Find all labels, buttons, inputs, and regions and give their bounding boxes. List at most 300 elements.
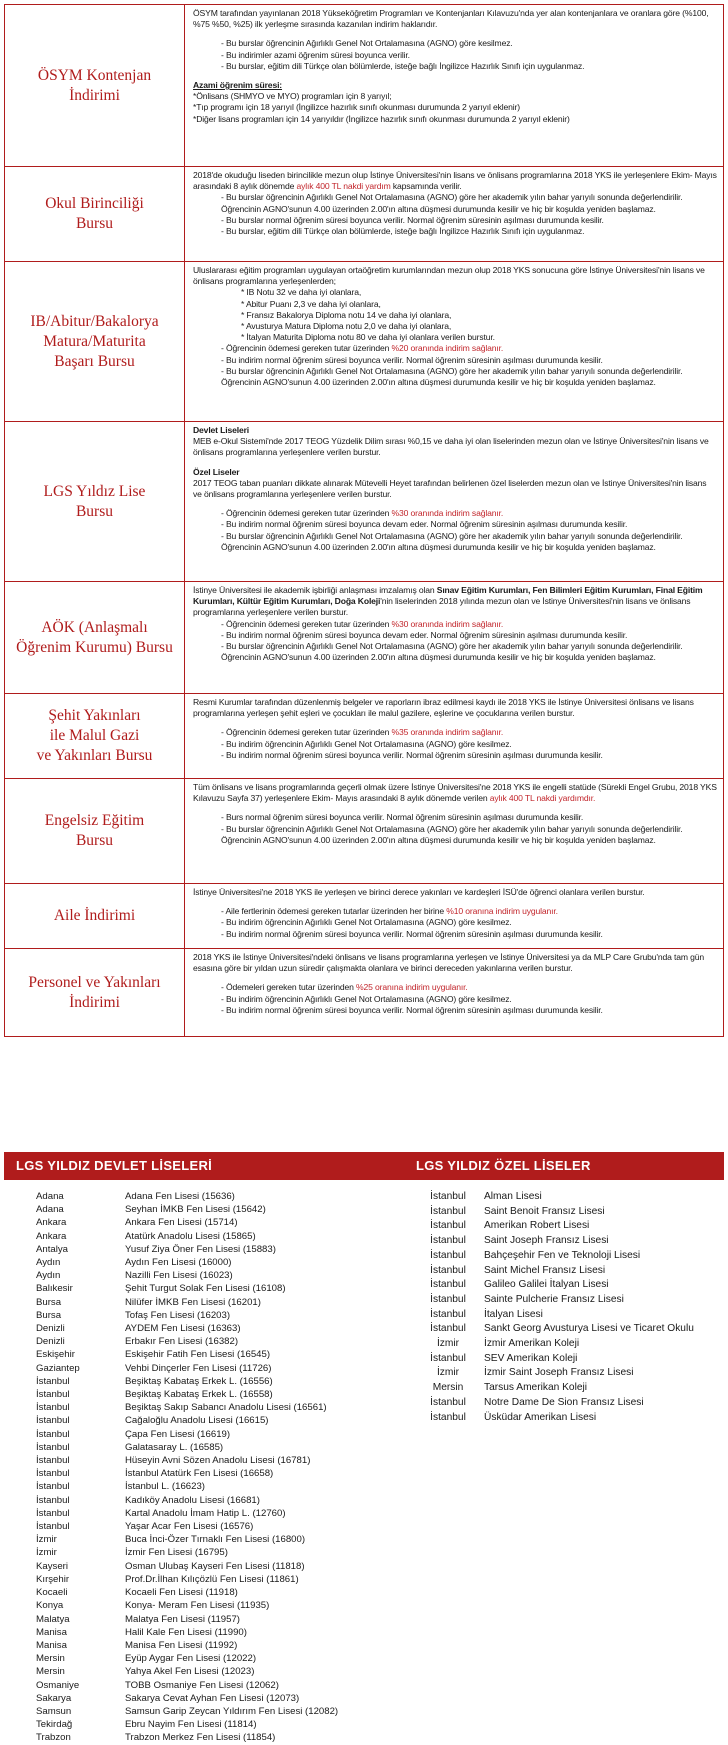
school-name: Alman Lisesi [484,1191,542,1202]
school-city: İstanbul [36,1375,70,1387]
scholarship-title-line: Matura/Maturita [43,332,146,350]
highlight-text: aylık 400 TL nakdi yardımdır. [489,793,596,804]
school-row [36,1190,396,1203]
school-row [412,1293,724,1308]
school-name: Saint Benoit Fransız Lisesi [484,1205,605,1217]
scholarship-title-line: Aile İndirimi [53,907,136,924]
spacer [193,500,717,508]
scholarship-title-line: LGS Yıldız Lise [43,482,146,500]
paragraph [193,727,717,738]
bullet-item: - Bu burslar öğrencinin Ağırlıklı Genel Not Ortalamasına (AGNO) göre kesilmez. [221,38,513,49]
school-name: Nilüfer İMKB Fen Lisesi (16201) [125,1296,261,1308]
school-row [36,1652,396,1665]
school-row [412,1234,724,1249]
highlight-text: %35 oranında indirim sağlanır. [391,727,504,738]
school-row [36,1428,396,1441]
paragraph [193,585,717,619]
highlight-text: aylık 400 TL nakdi yardım [296,181,391,192]
text-span: - Öğrencinin ödemesi gereken tutar üzerinden [221,343,392,354]
school-row [36,1296,396,1309]
scholarship-row [5,949,724,1037]
school-name: Malatya Fen Lisesi (11957) [125,1613,241,1625]
school-name: Kartal Anadolu İmam Hatip L. (12760) [125,1507,286,1519]
spacer [193,719,717,727]
school-city: Denizli [36,1323,65,1335]
text-span: - Öğrencinin ödemesi gereken tutar üzerinden [221,727,392,738]
school-city: İstanbul [430,1411,466,1423]
school-city: Aydın [36,1257,61,1269]
school-row [36,1348,396,1361]
school-row [36,1573,396,1586]
text-span: - Öğrencinin ödemesi gereken tutar üzerinden [221,618,392,629]
school-row [36,1335,396,1348]
school-row [412,1396,724,1411]
school-name: Seyhan İMKB Fen Lisesi (15642) [125,1204,266,1216]
school-name: Adana Fen Lisesi (15636) [125,1191,235,1202]
school-city: İstanbul [430,1249,466,1261]
school-row [412,1366,724,1381]
school-city: Ankara [36,1230,67,1242]
bullet-item: - Bu burslar öğrencinin Ağırlıklı Genel Not Ortalamasına (AGNO) göre her akademik yılın bahar yarıyılı sonunda değerlendirilir. Öğrencinin AGNO'sunun 4.00 üzerinden 2.00'ın altına düşmesi durumunda kesilir ve hiç bir koşulda yeniden başlamaz. [221,365,683,388]
school-city: Bursa [36,1309,62,1321]
school-name: Kocaeli Fen Lisesi (11918) [125,1587,238,1599]
school-row [36,1256,396,1269]
school-name: Yahya Akel Fen Lisesi (12023) [125,1666,255,1678]
school-city: Denizli [36,1336,65,1348]
school-name: İstanbul L. (16623) [125,1481,206,1493]
bullet-item: - Bu burslar, eğitim dili Türkçe olan bölümlerde, isteğe bağlı İngilizce Hazırlık Sınıfı için uygulanmaz. [221,226,585,237]
school-row [36,1216,396,1229]
school-city: İstanbul [36,1521,70,1533]
scholarship-title [5,5,185,167]
scholarship-title-line: Personel ve Yakınları [28,973,161,991]
bullet-item: - Bu burslar öğrencinin Ağırlıklı Genel Not Ortalamasına (AGNO) göre her akademik yılın bahar yarıyılı sonunda değerlendirilir. Öğrencinin AGNO'sunun 4.00 üzerinden 2.00'ın altına düşmesi durumunda kesilir ve hiç bir koşulda yeniden başlamaz. [221,823,683,845]
school-row [412,1352,724,1367]
text-span: - Aile fertlerinin ödemesi gereken tutarlar üzerinden her birine [221,906,447,917]
school-name: Şehit Turgut Solak Fen Lisesi (16108) [125,1283,286,1295]
scholarship-title-line: Okul Birinciliği [45,195,144,212]
school-city: İstanbul [430,1352,466,1364]
school-row [412,1308,724,1323]
paragraph: MEB e-Okul Sistemi'nde 2017 TEOG Yüzdelik Dilim sırası %0,15 ve daha iyi olan liselerinden mezun olan ve İstinye Üniversitesi'nin lisans ve önlisans programlarına yerleşenlere verilen burstur. [193,436,709,458]
scholarship-title [5,422,185,582]
school-city: Eskişehir [36,1349,75,1361]
school-city: Malatya [36,1613,70,1625]
bullet-item: - Bu indirim normal öğrenim süresi boyunca verilir. Normal öğrenim süresinin aşılması durumunda kesilir. [221,928,603,939]
bullet-item: - Bu burslar öğrencinin Ağırlıklı Genel Not Ortalamasına (AGNO) göre her akademik yılın bahar yarıyılı sonunda değerlendirilir. Öğrencinin AGNO'sunun 4.00 üzerinden 2.00'ın altına düşmesi durumunda kesilir ve hiç bir koşulda yeniden başlamaz. [221,530,683,552]
school-city: İstanbul [36,1494,70,1506]
scholarship-row [5,167,724,262]
school-city: Trabzon [36,1732,71,1744]
school-city: Mersin [432,1382,464,1394]
paragraph [193,619,717,630]
school-city: Manisa [36,1639,67,1651]
scholarship-title-line: AÖK (Anlaşmalı [41,618,148,636]
paragraph: 2018 YKS ile İstinye Üniversitesi'ndeki önlisans ve lisans programlarına yerleşen ve İstinye Üniversitesi ya da MLP Care Grubu'nda tam gün esasına göre bir yıldan uzun süredir çalışmakta olanlara ve birinci dereceden yakınlarına verilen burstur. [193,952,705,974]
school-row [412,1278,724,1293]
school-row [36,1467,396,1480]
school-row [412,1219,724,1234]
scholarship-title [5,167,185,262]
school-name: Üsküdar Amerikan Lisesi [484,1411,597,1423]
school-city: İstanbul [36,1415,70,1427]
scholarship-title-line: İndirimi [69,993,120,1011]
school-city: İstanbul [430,1264,466,1276]
school-row [36,1362,396,1375]
paragraph [193,343,717,354]
spacer [193,804,717,812]
text-span: - Ödemeleri gereken tutar üzerinden [221,982,357,993]
spacer [193,974,717,982]
subheading: Azami öğrenim süresi: [193,80,283,91]
school-row [412,1322,724,1337]
school-city: Adana [36,1204,64,1216]
bullet-item: - Bu burslar öğrencinin Ağırlıklı Genel Not Ortalamasına (AGNO) göre her akademik yılın bahar yarıyılı sonunda değerlendirilir. Öğrencinin AGNO'sunun 4.00 üzerinden 2.00'ın altına düşmesi durumunda kesilir ve hiç bir koşulda yeniden başlamaz. [221,641,683,663]
school-city: İzmir [36,1547,57,1559]
scholarship-title-line: Engelsiz Eğitim [44,812,145,829]
school-city: İstanbul [430,1293,466,1305]
school-name: Notre Dame De Sion Fransız Lisesi [484,1396,644,1408]
criteria-item: * Abitur Puanı 2,3 ve daha iyi olanlara, [241,298,381,309]
school-row [36,1705,396,1718]
school-row [36,1586,396,1599]
school-city: İstanbul [36,1441,70,1453]
school-row [36,1718,396,1731]
school-name: İzmir Fen Lisesi (16795) [125,1547,228,1559]
text-span: - Öğrencinin ödemesi gereken tutar üzerinden [221,508,392,519]
scholarship-content [185,167,724,262]
ozel-liseler-header: LGS YILDIZ ÖZEL LİSELER [404,1152,724,1180]
scholarship-title [5,884,185,949]
bullet-item: - Bu indirim normal öğrenim süresi boyunca verilir. Normal öğrenim süresinin aşılması durumunda kesilir. [221,354,603,365]
school-city: İstanbul [36,1468,70,1480]
scholarship-content [185,262,724,422]
bullet-item: - Bu burslar, eğitim dili Türkçe olan bölümlerde, isteğe bağlı İngilizce Hazırlık Sınıfı için uygulanmaz. [221,60,585,71]
paragraph: *Önlisans (SHMYO ve MYO) programları için 8 yarıyıl; [193,91,392,102]
school-row [36,1520,396,1533]
paragraph: İstinye Üniversitesi'ne 2018 YKS ile yerleşen ve birinci derece yakınları ve kardeşleri İSÜ'de öğrenci olanlara verilen burstur. [193,887,645,897]
text-span: Sınav Eğitim Kurumları, Fen Bilimleri Eğitim Kurumları, Final Eğitim Kurumları, Kültür Eğitim Kurumları, Doğa Koleji [193,585,703,607]
scholarship-title-line: ve Yakınları Bursu [36,747,153,764]
scholarship-row [5,5,724,167]
bullet-item: - Bu indirimler azami öğrenim süresi boyunca verilir. [221,49,410,60]
school-city: İstanbul [36,1455,70,1467]
text-span: kapsamında verilir. [390,181,462,192]
school-name: İzmir Saint Joseph Fransız Lisesi [484,1367,634,1379]
paragraph [193,906,717,917]
paragraph [193,508,717,519]
school-city: Osmaniye [36,1679,80,1691]
school-name: Çapa Fen Lisesi (16619) [125,1428,231,1440]
school-name: Cağaloğlu Anadolu Lisesi (16615) [125,1415,269,1427]
bullet-item: - Bu indirim normal öğrenim süresi boyunca verilir. Normal öğrenim süresinin aşılması durumunda kesilir. [221,749,603,760]
school-row [36,1454,396,1467]
school-name: Eskişehir Fatih Fen Lisesi (16545) [125,1349,271,1361]
scholarship-row [5,582,724,694]
scholarship-title-line: IB/Abitur/Bakalorya [30,312,159,330]
school-name: Kadıköy Anadolu Lisesi (16681) [125,1494,260,1506]
school-name: Tofaş Fen Lisesi (16203) [125,1309,231,1321]
school-city: İstanbul [36,1402,70,1414]
school-row [36,1507,396,1520]
school-city: İzmir [436,1367,460,1379]
school-city: Kırşehir [36,1573,70,1585]
spacer [193,459,717,467]
school-name: Buca İnci-Özer Tırnaklı Fen Lisesi (16800) [125,1534,306,1546]
school-row [36,1388,396,1401]
school-row [412,1249,724,1264]
spacer [193,72,717,80]
school-row [36,1282,396,1295]
school-row [36,1441,396,1454]
scholarship-title-line: Bursu [75,502,114,520]
school-row [412,1337,724,1352]
school-name: Vehbi Dinçerler Fen Lisesi (11726) [125,1362,272,1374]
school-row [36,1414,396,1427]
paragraph [193,782,717,804]
school-name: Halil Kale Fen Lisesi (11990) [125,1626,247,1638]
bullet-item: - Bu burslar normal öğrenim süresi boyunca verilir. Normal öğrenim süresinin aşılması durumunda kesilir. [221,214,604,225]
school-name: Atatürk Anadolu Lisesi (15865) [125,1230,256,1242]
school-name: Trabzon Merkez Fen Lisesi (11854) [125,1732,276,1744]
bullet-item: - Bu indirim normal öğrenim süresi boyunca devam eder. Normal öğrenim süresinin aşılması durumunda kesilir. [221,519,628,530]
text-span: 2018'de okuduğu liseden birincilikle mezun olup İstinye Üniversitesi'nin lisans ve önlisans programlarına 2018 YKS ile yerleşenlere Ekim- Mayıs arasındaki 8 aylık dönemde [193,170,717,192]
paragraph [193,982,717,993]
school-row [36,1731,396,1744]
school-city: İzmir [36,1534,57,1546]
school-name: İzmir Amerikan Koleji [484,1338,580,1350]
subheading: Özel Liseler [193,466,240,477]
highlight-text: %30 oranında indirim sağlanır. [391,618,504,629]
text-span: 'nin liselerinden 2018 yılında mezun olan ve İstinye Üniversitesi'nin lisans ve önlisans programlarına yerleşenlere verilen burstur. [193,596,691,618]
school-city: İstanbul [430,1235,466,1247]
school-name: Aydın Fen Lisesi (16000) [125,1257,232,1269]
school-city: Balıkesir [36,1283,73,1295]
school-row [36,1322,396,1335]
school-row [36,1665,396,1678]
scholarship-content [185,582,724,694]
scholarship-title [5,779,185,884]
school-city: Antalya [36,1243,68,1255]
school-name: Erbakır Fen Lisesi (16382) [125,1336,239,1348]
school-city: Mersin [36,1666,65,1678]
school-row [412,1381,724,1396]
school-row [36,1480,396,1493]
text-span: İstinye Üniversitesi ile akademik işbirliği anlaşması imzalamış olan [193,585,437,595]
school-row [412,1264,724,1279]
highlight-text: %30 oranında indirim sağlanır. [391,508,504,519]
school-row [36,1309,396,1322]
school-name: İstanbul Atatürk Fen Lisesi (16658) [125,1468,274,1480]
school-row [36,1546,396,1559]
school-name: Tarsus Amerikan Koleji [484,1382,588,1394]
school-city: İzmir [436,1338,460,1350]
school-city: İstanbul [430,1205,466,1217]
school-city: İstanbul [36,1428,70,1440]
school-city: Mersin [36,1653,65,1665]
criteria-item: * Fransız Bakalorya Diploma notu 14 ve daha iyi olanlara, [241,309,452,320]
school-city: İstanbul [36,1507,70,1519]
scholarship-title-line: Bursu [75,832,114,849]
school-row [412,1190,724,1205]
school-name: SEV Amerikan Koleji [484,1352,578,1364]
school-row [36,1203,396,1216]
bullet-item: - Bu indirim öğrencinin Ağırlıklı Genel Not Ortalamasına (AGNO) göre kesilmez. [221,738,512,749]
school-name: Yaşar Acar Fen Lisesi (16576) [125,1521,254,1533]
school-row [36,1375,396,1388]
school-row [36,1494,396,1507]
school-name: Bahçeşehir Fen ve Teknoloji Lisesi [484,1249,641,1261]
school-row [36,1243,396,1256]
bullet-item: - Bu indirim öğrencinin Ağırlıklı Genel Not Ortalamasına (AGNO) göre kesilmez. [221,993,512,1004]
school-city: Samsun [36,1705,72,1717]
paragraph: Uluslararası eğitim programları uygulayan ortaöğretim kurumlarından mezun olup 2018 YKS sonucuna göre İstinye Üniversitesi'nin lisans ve önlisans programlarına yerleşenlerden; [193,265,705,287]
school-row [36,1692,396,1705]
school-row [36,1626,396,1639]
highlight-text: %10 oranına indirim uygulanır. [446,906,558,917]
school-row [36,1639,396,1652]
school-city: Kayseri [36,1560,68,1572]
school-name: Saint Michel Fransız Lisesi [484,1264,606,1276]
school-city: Bursa [36,1296,62,1308]
paragraph: *Diğer lisans programları için 14 yarıyıldır (İngilizce hazırlık sınıfı okunması durumunda 2 yarıyıl eklenir) [193,113,570,124]
school-name: Hüseyin Avni Sözen Anadolu Lisesi (16781) [125,1455,311,1467]
school-city: İstanbul [36,1389,70,1401]
school-name: Sainte Pulcherie Fransız Lisesi [484,1293,624,1305]
school-city: İstanbul [430,1308,466,1320]
scholarship-content [185,422,724,582]
school-city: Aydın [36,1270,61,1282]
school-row [36,1533,396,1546]
highlight-text: %20 oranında indirim sağlanır. [391,343,504,354]
scholarship-row [5,262,724,422]
criteria-item: * Avusturya Matura Diploma notu 2,0 ve daha iyi olanlara, [241,321,452,332]
school-row [36,1679,396,1692]
scholarship-content [185,694,724,779]
scholarship-title-line: Şehit Yakınları [48,707,141,724]
scholarship-row [5,779,724,884]
school-name: Konya- Meram Fen Lisesi (11935) [125,1600,270,1612]
paragraph: Resmi Kurumlar tarafından düzenlenmiş belgeler ve raporların ibraz edilmesi kaydı ile 2018 YKS ile İstinye Üniversitesi önlisans ve lisans programlarına yerleşen şehit eşleri ve çocukları ile malul gazilere, eşlerine ve çocuklarına verilen burstur. [193,697,694,719]
bullet-item: - Burs normal öğrenim süresi boyunca verilir. Normal öğrenim süresinin aşılması durumunda kesilir. [221,812,584,823]
scholarship-content [185,779,724,884]
school-city: İstanbul [430,1279,466,1291]
school-row [412,1411,724,1426]
school-name: Galatasaray L. (16585) [125,1441,224,1453]
school-name: Beşiktaş Sakıp Sabancı Anadolu Lisesi (16561) [125,1402,327,1414]
school-city: İstanbul [430,1323,466,1335]
school-city: Konya [36,1600,64,1612]
paragraph: ÖSYM tarafından yayınlanan 2018 Yükseköğretim Programları ve Kontenjanları Kılavuzu'nda yer alan kontenjanlara ve oranlara göre (%100, %75 %50, %25) ilk yerleşme sırasında kazanılan indirim haklarıdır. [193,8,709,30]
school-row [36,1269,396,1282]
scholarship-row [5,694,724,779]
criteria-item: * IB Notu 32 ve daha iyi olanlara, [241,287,362,298]
ozel-liseler-list [412,1190,724,1425]
text-span: Tüm önlisans ve lisans programlarında geçerli olmak üzere İstinye Üniversitesi'ne 2018 YKS ile engelli statüde (Sürekli Engel Grubu, 2018 YKS Kılavuzu Sayfa 37) yerleşenlere Ekim- Mayıs arasındaki 8 aylık dönemde verilen [193,782,717,804]
school-row [36,1230,396,1243]
school-city: İstanbul [430,1191,466,1202]
school-name: Prof.Dr.İlhan Kılıçözlü Fen Lisesi (11861) [125,1573,299,1585]
school-row [36,1613,396,1626]
bullet-item: - Bu burslar öğrencinin Ağırlıklı Genel Not Ortalamasına (AGNO) göre her akademik yılın bahar yarıyılı sonunda değerlendirilir. Öğrencinin AGNO'sunun 4.00 üzerinden 2.00'ın altına düşmesi durumunda kesilir ve hiç bir koşulda yeniden başlamaz. [221,192,683,214]
school-name: İtalyan Lisesi [484,1308,543,1320]
school-city: Tekirdağ [36,1719,73,1731]
school-row [36,1560,396,1573]
school-name: Eyüp Aygar Fen Lisesi (12022) [125,1653,257,1665]
scholarship-row [5,884,724,949]
school-name: Samsun Garip Zeycan Yıldırım Fen Lisesi (12082) [125,1705,339,1717]
scholarship-content [185,5,724,167]
school-name: Galileo Galilei İtalyan Lisesi [484,1279,609,1291]
scholarship-title-line: ile Malul Gazi [49,727,140,744]
scholarship-title [5,262,185,422]
scholarship-row [5,422,724,582]
scholarship-title-line: Bursu [75,215,114,232]
devlet-liseleri-header: LGS YILDIZ DEVLET LİSELERİ [4,1152,404,1180]
scholarship-title [5,582,185,694]
school-name: Beşiktaş Kabataş Erkek L. (16556) [125,1375,273,1387]
school-name: Amerikan Robert Lisesi [484,1220,590,1232]
school-name: TOBB Osmaniye Fen Lisesi (12062) [125,1679,279,1691]
school-name: Ankara Fen Lisesi (15714) [125,1217,238,1229]
school-city: Sakarya [36,1692,72,1704]
bullet-item: - Bu indirim öğrencinin Ağırlıklı Genel Not Ortalamasına (AGNO) göre kesilmez. [221,917,512,928]
school-name: Sakarya Cevat Ayhan Fen Lisesi (12073) [125,1692,300,1704]
school-city: Kocaeli [36,1587,68,1599]
scholarship-title-line: Öğrenim Kurumu) Bursu [16,638,173,656]
paragraph: *Tıp programı için 18 yarıyıl (İngilizce hazırlık sınıfı okunması durumunda 2 yarıyıl eklenir) [193,102,520,113]
school-city: Manisa [36,1626,67,1638]
school-city: İstanbul [430,1220,466,1232]
spacer [193,30,717,38]
school-row [36,1599,396,1612]
bullet-item: - Bu indirim normal öğrenim süresi boyunca devam eder. Normal öğrenim süresinin aşılması durumunda kesilir. [221,629,628,640]
scholarship-content [185,884,724,949]
school-city: Gaziantep [36,1362,80,1374]
criteria-item: * İtalyan Maturita Diploma notu 80 ve daha iyi olanlara verilen burstur. [241,332,495,343]
school-row [412,1205,724,1220]
school-name: Manisa Fen Lisesi (11992) [125,1639,238,1651]
school-name: Ebru Nayim Fen Lisesi (11814) [125,1719,257,1731]
scholarship-content [185,949,724,1037]
school-name: Yusuf Ziya Öner Fen Lisesi (15883) [125,1243,276,1255]
paragraph [193,170,717,192]
scholarship-title-line: Başarı Bursu [54,352,135,370]
spacer [193,898,717,906]
scholarship-table [4,4,724,1037]
school-name: Nazilli Fen Lisesi (16023) [125,1270,233,1282]
school-name: Saint Joseph Fransız Lisesi [484,1235,609,1247]
devlet-liseleri-list [36,1190,396,1745]
school-row [36,1401,396,1414]
school-name: Beşiktaş Kabataş Erkek L. (16558) [125,1389,273,1401]
bullet-item: - Bu indirim normal öğrenim süresi boyunca verilir. Normal öğrenim süresinin aşılması durumunda kesilir. [221,1004,603,1015]
school-name: AYDEM Fen Lisesi (16363) [125,1323,241,1335]
school-city: İstanbul [430,1396,466,1408]
scholarship-title [5,949,185,1037]
school-name: Osman Ulubaş Kayseri Fen Lisesi (11818) [125,1560,305,1572]
school-city: İstanbul [36,1481,70,1493]
scholarship-title-line: İndirimi [69,86,120,104]
scholarship-title [5,694,185,779]
subheading: Devlet Liseleri [193,425,250,435]
paragraph: 2017 TEOG taban puanları dikkate alınarak Mütevelli Heyet tarafından belirlenen özel liselerden mezun olan ve İstinye Üniversitesi'nin lisans ve önlisans programlarına yerleşenlere verilen burstur. [193,477,707,500]
scholarship-title-line: ÖSYM Kontenjan [37,66,152,84]
school-city: Adana [36,1191,64,1202]
highlight-text: %25 oranına indirim uygulanır. [356,982,468,993]
school-name: Sankt Georg Avusturya Lisesi ve Ticaret Okulu [484,1323,694,1335]
school-city: Ankara [36,1217,67,1229]
